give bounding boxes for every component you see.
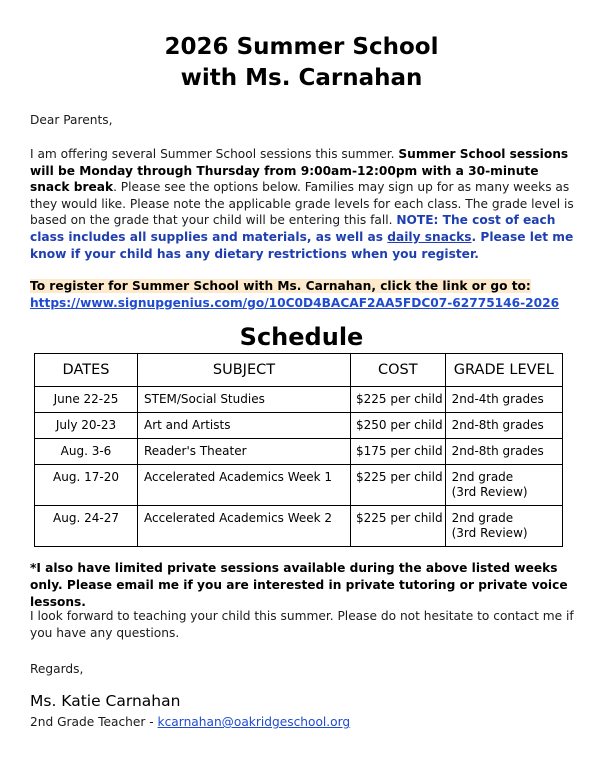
schedule-title: Schedule [239, 323, 364, 351]
grade-line-1: 2nd grade [451, 511, 514, 525]
register-block [30, 278, 575, 311]
register-instructions: To register for Summer School with Ms. Carnahan, click the link or go to: [30, 279, 531, 293]
header-subject: SUBJECT [138, 354, 351, 387]
signature-name: Ms. Katie Carnahan [30, 692, 181, 710]
cell-subject: Accelerated Academics Week 2 [138, 506, 351, 547]
grade-line-2: (3rd Review) [451, 485, 528, 499]
cell-dates: July 20-23 [35, 413, 138, 439]
regards: Regards, [30, 662, 84, 676]
cell-subject: Art and Artists [138, 413, 351, 439]
table-header-row [35, 354, 563, 387]
intro-text-continued: . Please see the options below. Families may sign up for as many weeks as they would like. Please note the applicable grade levels for each class. The grade level is based on the grade that your child will be entering this fall. [30, 180, 574, 228]
table-row [35, 413, 563, 439]
table-row [35, 465, 563, 506]
page-title: 2026 Summer School [164, 34, 439, 60]
cell-grade [445, 506, 562, 547]
intro-paragraph [30, 146, 575, 262]
header-cost: COST [351, 354, 446, 387]
cell-dates: Aug. 17-20 [35, 465, 138, 506]
note-text-continued: . Please let me know if your child has any dietary restrictions when you register. [30, 229, 574, 261]
grade-line-2: (3rd Review) [451, 526, 528, 540]
intro-schedule-bold: Summer School sessions will be Monday through Thursday from 9:00am-12:00pm with a 30-minute snack break [30, 147, 569, 195]
cell-subject: Accelerated Academics Week 1 [138, 465, 351, 506]
email-link[interactable]: kcarnahan@oakridgeschool.org [157, 715, 351, 729]
note-text: NOTE: The cost of each class includes all supplies and materials, as well as [30, 213, 556, 244]
cell-dates: Aug. 24-27 [35, 506, 138, 547]
signup-link[interactable]: https://www.signupgenius.com/go/10C0D4BACAF2AA5FDC07-62775146-2026 [30, 295, 560, 310]
header-dates: DATES [35, 354, 138, 387]
cell-grade: 2nd-8th grades [445, 413, 562, 439]
private-sessions-note: *I also have limited private sessions available during the above listed weeks only. Please email me if you are interested in private tutoring or private voice lessons. [30, 561, 568, 609]
signature-line [30, 715, 350, 729]
table-row [35, 506, 563, 547]
cell-cost: $225 per child [351, 387, 446, 413]
header-grade-level: GRADE LEVEL [445, 354, 562, 387]
table-row [35, 387, 563, 413]
cell-cost: $225 per child [351, 465, 446, 506]
cell-subject: Reader's Theater [138, 439, 351, 465]
cell-grade [445, 465, 562, 506]
cell-grade: 2nd-8th grades [445, 439, 562, 465]
cell-subject: STEM/Social Studies [138, 387, 351, 413]
table-row [35, 439, 563, 465]
cell-dates: Aug. 3-6 [35, 439, 138, 465]
page-subtitle: with Ms. Carnahan [180, 65, 423, 91]
closing-paragraph: I look forward to teaching your child this summer. Please do not hesitate to contact me if you have any questions. [30, 609, 574, 640]
cell-grade: 2nd-4th grades [445, 387, 562, 413]
intro-text: I am offering several Summer School sessions this summer. [30, 147, 399, 161]
cell-cost: $175 per child [351, 439, 446, 465]
cell-dates: June 22-25 [35, 387, 138, 413]
signature-title: 2nd Grade Teacher - [30, 715, 158, 729]
greeting: Dear Parents, [30, 113, 113, 127]
schedule-table [34, 353, 563, 547]
cell-cost: $250 per child [351, 413, 446, 439]
cell-cost: $225 per child [351, 506, 446, 547]
daily-snacks-link[interactable]: daily snacks [387, 229, 472, 244]
grade-line-1: 2nd grade [451, 470, 514, 484]
